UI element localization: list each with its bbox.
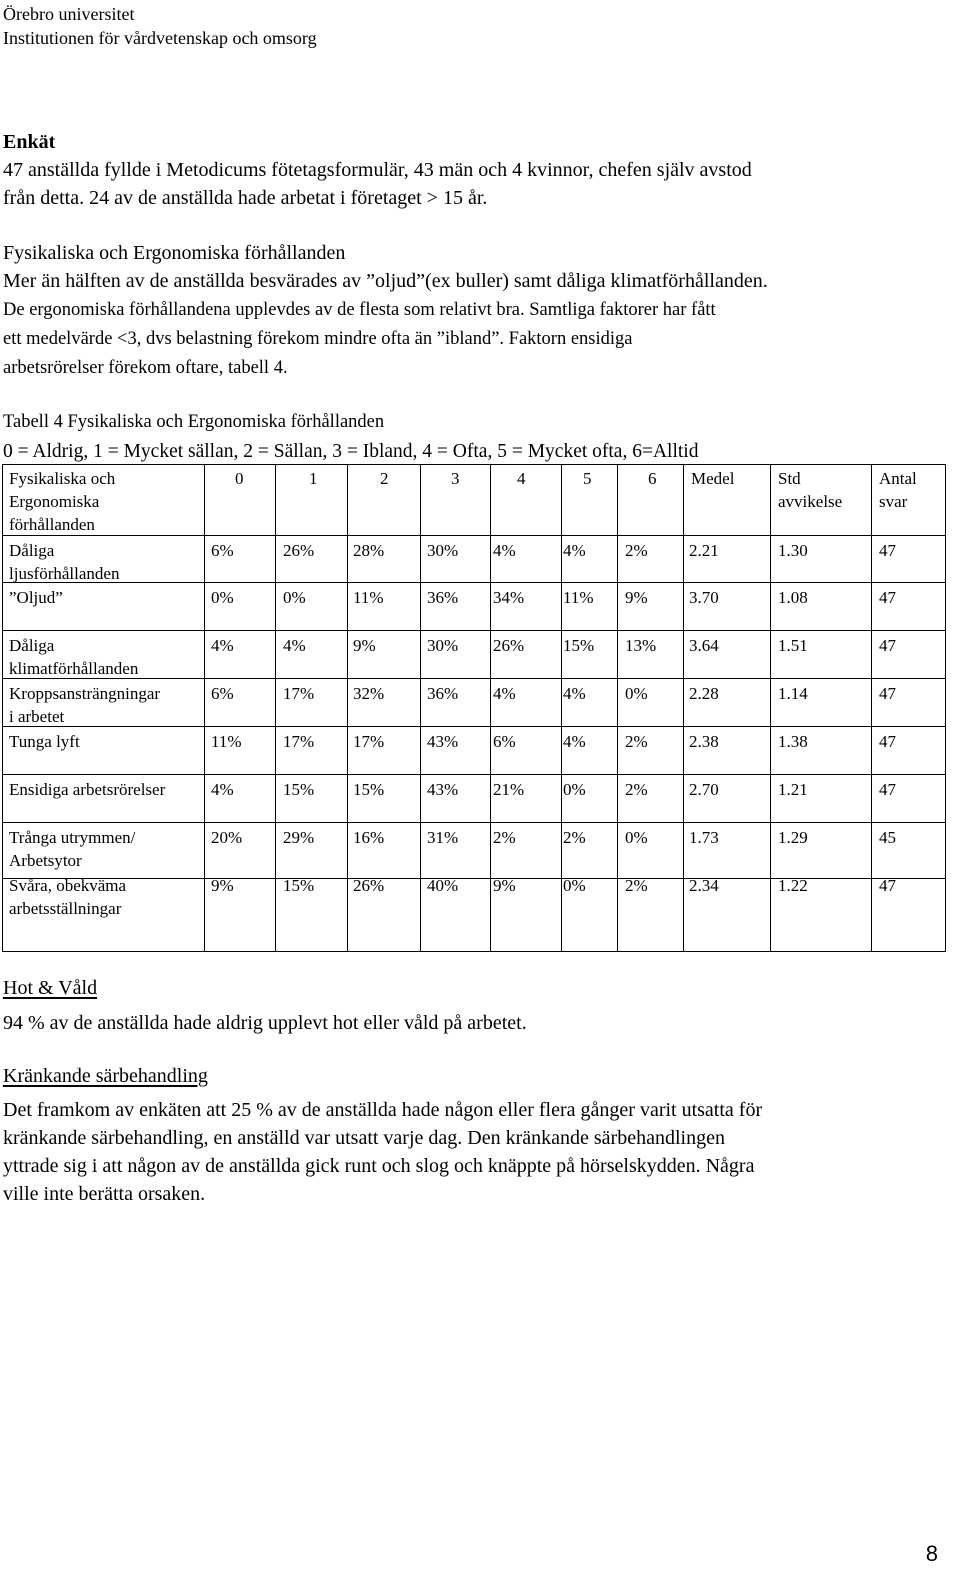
table-cell: 9%	[625, 588, 648, 607]
page-number: 8	[925, 1541, 938, 1566]
table-scale-legend: 0 = Aldrig, 1 = Mycket sällan, 2 = Sällan, 3 = Ibland, 4 = Ofta, 5 = Mycket ofta, 6=Alltid	[3, 441, 699, 462]
table-cell: 0%	[625, 828, 648, 847]
table-cell: 4%	[563, 541, 586, 560]
table-cell: 2%	[625, 541, 648, 560]
table-divider	[275, 465, 276, 951]
row-label: i arbetet	[9, 707, 65, 726]
survey-heading: Enkät	[3, 131, 56, 153]
table-divider	[3, 582, 945, 583]
row-label: Kroppsansträngningar	[9, 684, 161, 703]
physical-text-line: ett medelvärde <3, dvs belastning förekom mindre ofta än ”ibland”. Faktorn ensidiga	[3, 329, 633, 349]
row-label: arbetsställningar	[9, 899, 122, 918]
table-cell: 9%	[211, 876, 234, 895]
row-label: Ensidiga arbetsrörelser	[9, 780, 166, 799]
row-label: klimatförhållanden	[9, 659, 139, 678]
column-header: 1	[309, 469, 318, 488]
table-divider	[3, 726, 945, 727]
table-cell: 6%	[211, 541, 234, 560]
table-cell: 1.14	[778, 684, 808, 703]
department-name: Institutionen för vårdvetenskap och omsorg	[3, 28, 317, 48]
row-label: Dåliga	[9, 541, 55, 560]
table-divider	[770, 465, 771, 951]
column-header-std: Std	[778, 469, 801, 488]
table-cell: 4%	[283, 636, 306, 655]
table-divider	[3, 774, 945, 775]
table-divider	[3, 822, 945, 823]
row-label: Svåra, obekväma	[9, 876, 127, 895]
table-cell: 28%	[353, 541, 385, 560]
table-cell: 2.34	[689, 876, 719, 895]
table-divider	[490, 465, 491, 951]
table-cell: 2.70	[689, 780, 719, 799]
table-cell: 30%	[427, 636, 459, 655]
table-cell: 4%	[563, 684, 586, 703]
table-cell: 0%	[283, 588, 306, 607]
table-cell: 4%	[493, 541, 516, 560]
row-label: Trånga utrymmen/	[9, 828, 136, 847]
table-cell: 4%	[493, 684, 516, 703]
table-cell: 0%	[563, 876, 586, 895]
table-cell: 36%	[427, 684, 459, 703]
table-cell: 2%	[625, 732, 648, 751]
column-header: Medel	[691, 469, 735, 488]
table-cell: 34%	[493, 588, 525, 607]
table-cell: 0%	[563, 780, 586, 799]
column-header: 4	[517, 469, 526, 488]
table-cell: 32%	[353, 684, 385, 703]
table-cell: 30%	[427, 541, 459, 560]
table-cell: 6%	[211, 684, 234, 703]
column-header-antal: svar	[879, 492, 908, 511]
table-cell: 2.38	[689, 732, 719, 751]
table-cell: 2.21	[689, 541, 719, 560]
survey-text-line: från detta. 24 av de anställda hade arbetat i företaget > 15 år.	[3, 187, 488, 209]
table-divider	[683, 465, 684, 951]
table-divider	[347, 465, 348, 951]
table-cell: 45	[879, 828, 896, 847]
table-cell: 4%	[211, 636, 234, 655]
table-divider	[871, 465, 872, 951]
table-cell: 2%	[493, 828, 516, 847]
physical-heading: Fysikaliska och Ergonomiska förhållanden	[3, 242, 346, 264]
table-cell: 15%	[283, 876, 315, 895]
table-cell: 43%	[427, 780, 459, 799]
table-cell: 15%	[283, 780, 315, 799]
ergonomics-table	[2, 464, 946, 952]
table-cell: 13%	[625, 636, 657, 655]
table-cell: 2%	[625, 780, 648, 799]
table-cell: 1.51	[778, 636, 808, 655]
table-cell: 17%	[283, 684, 315, 703]
table-caption: Tabell 4 Fysikaliska och Ergonomiska förhållanden	[3, 412, 385, 432]
table-cell: 16%	[353, 828, 385, 847]
column-header-std: avvikelse	[778, 492, 843, 511]
table-cell: 17%	[283, 732, 315, 751]
table-divider	[3, 678, 945, 679]
table-cell: 43%	[427, 732, 459, 751]
table-cell: 31%	[427, 828, 459, 847]
physical-text-line: arbetsrörelser förekom oftare, tabell 4.	[3, 358, 288, 378]
table-divider	[561, 465, 562, 951]
table-header-label: Fysikaliska och	[9, 469, 116, 488]
table-cell: 11%	[563, 588, 594, 607]
row-label: ”Oljud”	[9, 588, 63, 607]
column-header: 0	[235, 469, 244, 488]
table-divider	[3, 535, 945, 536]
column-header: 3	[451, 469, 460, 488]
table-cell: 2%	[625, 876, 648, 895]
threat-text: 94 % av de anställda hade aldrig upplevt hot eller våld på arbetet.	[3, 1012, 527, 1034]
table-cell: 1.73	[689, 828, 719, 847]
row-label: ljusförhållanden	[9, 564, 120, 583]
table-cell: 4%	[211, 780, 234, 799]
table-cell: 21%	[493, 780, 525, 799]
table-cell: 26%	[283, 541, 315, 560]
table-cell: 1.38	[778, 732, 808, 751]
table-cell: 11%	[211, 732, 242, 751]
table-cell: 0%	[625, 684, 648, 703]
table-cell: 47	[879, 780, 896, 799]
table-cell: 1.21	[778, 780, 808, 799]
table-cell: 0%	[211, 588, 234, 607]
physical-text-line: Mer än hälften av de anställda besvärades av ”oljud”(ex buller) samt dåliga klimatförhållanden.	[3, 270, 768, 292]
row-label: Dåliga	[9, 636, 55, 655]
table-cell: 2.28	[689, 684, 719, 703]
survey-text-line: 47 anställda fyllde i Metodicums fötetagsformulär, 43 män och 4 kvinnor, chefen själv avstod	[3, 159, 752, 181]
table-cell: 1.22	[778, 876, 808, 895]
table-header-label: Ergonomiska	[9, 492, 100, 511]
table-cell: 26%	[353, 876, 385, 895]
table-cell: 29%	[283, 828, 315, 847]
table-cell: 6%	[493, 732, 516, 751]
harassment-text-line: ville inte berätta orsaken.	[3, 1183, 206, 1205]
harassment-text-line: kränkande särbehandling, en anställd var utsatt varje dag. Den kränkande särbehandlingen	[3, 1127, 725, 1149]
table-cell: 20%	[211, 828, 243, 847]
table-cell: 9%	[353, 636, 376, 655]
table-cell: 9%	[493, 876, 516, 895]
threat-heading: Hot & Våld	[3, 977, 98, 999]
table-cell: 1.29	[778, 828, 808, 847]
table-divider	[3, 630, 945, 631]
table-cell: 3.70	[689, 588, 719, 607]
table-divider	[204, 465, 205, 951]
table-cell: 11%	[353, 588, 384, 607]
university-name: Örebro universitet	[3, 4, 135, 24]
table-divider	[617, 465, 618, 951]
table-cell: 1.08	[778, 588, 808, 607]
table-cell: 47	[879, 732, 896, 751]
row-label: Arbetsytor	[9, 851, 82, 870]
table-cell: 17%	[353, 732, 385, 751]
table-cell: 36%	[427, 588, 459, 607]
table-header-label: förhållanden	[9, 515, 95, 534]
column-header-antal: Antal	[879, 469, 917, 488]
table-cell: 47	[879, 684, 896, 703]
harassment-text-line: yttrade sig i att någon av de anställda gick runt och slog och knäppte på hörselskydden. Några	[3, 1155, 755, 1177]
harassment-text-line: Det framkom av enkäten att 25 % av de anställda hade någon eller flera gånger varit utsatta för	[3, 1099, 763, 1121]
table-cell: 3.64	[689, 636, 719, 655]
table-cell: 47	[879, 541, 896, 560]
table-cell: 1.30	[778, 541, 808, 560]
harassment-heading: Kränkande särbehandling	[3, 1065, 208, 1087]
table-cell: 47	[879, 876, 896, 895]
table-cell: 47	[879, 636, 896, 655]
column-header: 5	[583, 469, 592, 488]
table-cell: 4%	[563, 732, 586, 751]
table-cell: 15%	[563, 636, 595, 655]
table-cell: 47	[879, 588, 896, 607]
table-cell: 40%	[427, 876, 459, 895]
physical-text-line: De ergonomiska förhållandena upplevdes av de flesta som relativt bra. Samtliga faktorer har fått	[3, 300, 716, 320]
row-label: Tunga lyft	[9, 732, 80, 751]
column-header: 6	[648, 469, 657, 488]
table-cell: 2%	[563, 828, 586, 847]
table-cell: 26%	[493, 636, 525, 655]
table-cell: 15%	[353, 780, 385, 799]
table-divider	[420, 465, 421, 951]
column-header: 2	[380, 469, 389, 488]
